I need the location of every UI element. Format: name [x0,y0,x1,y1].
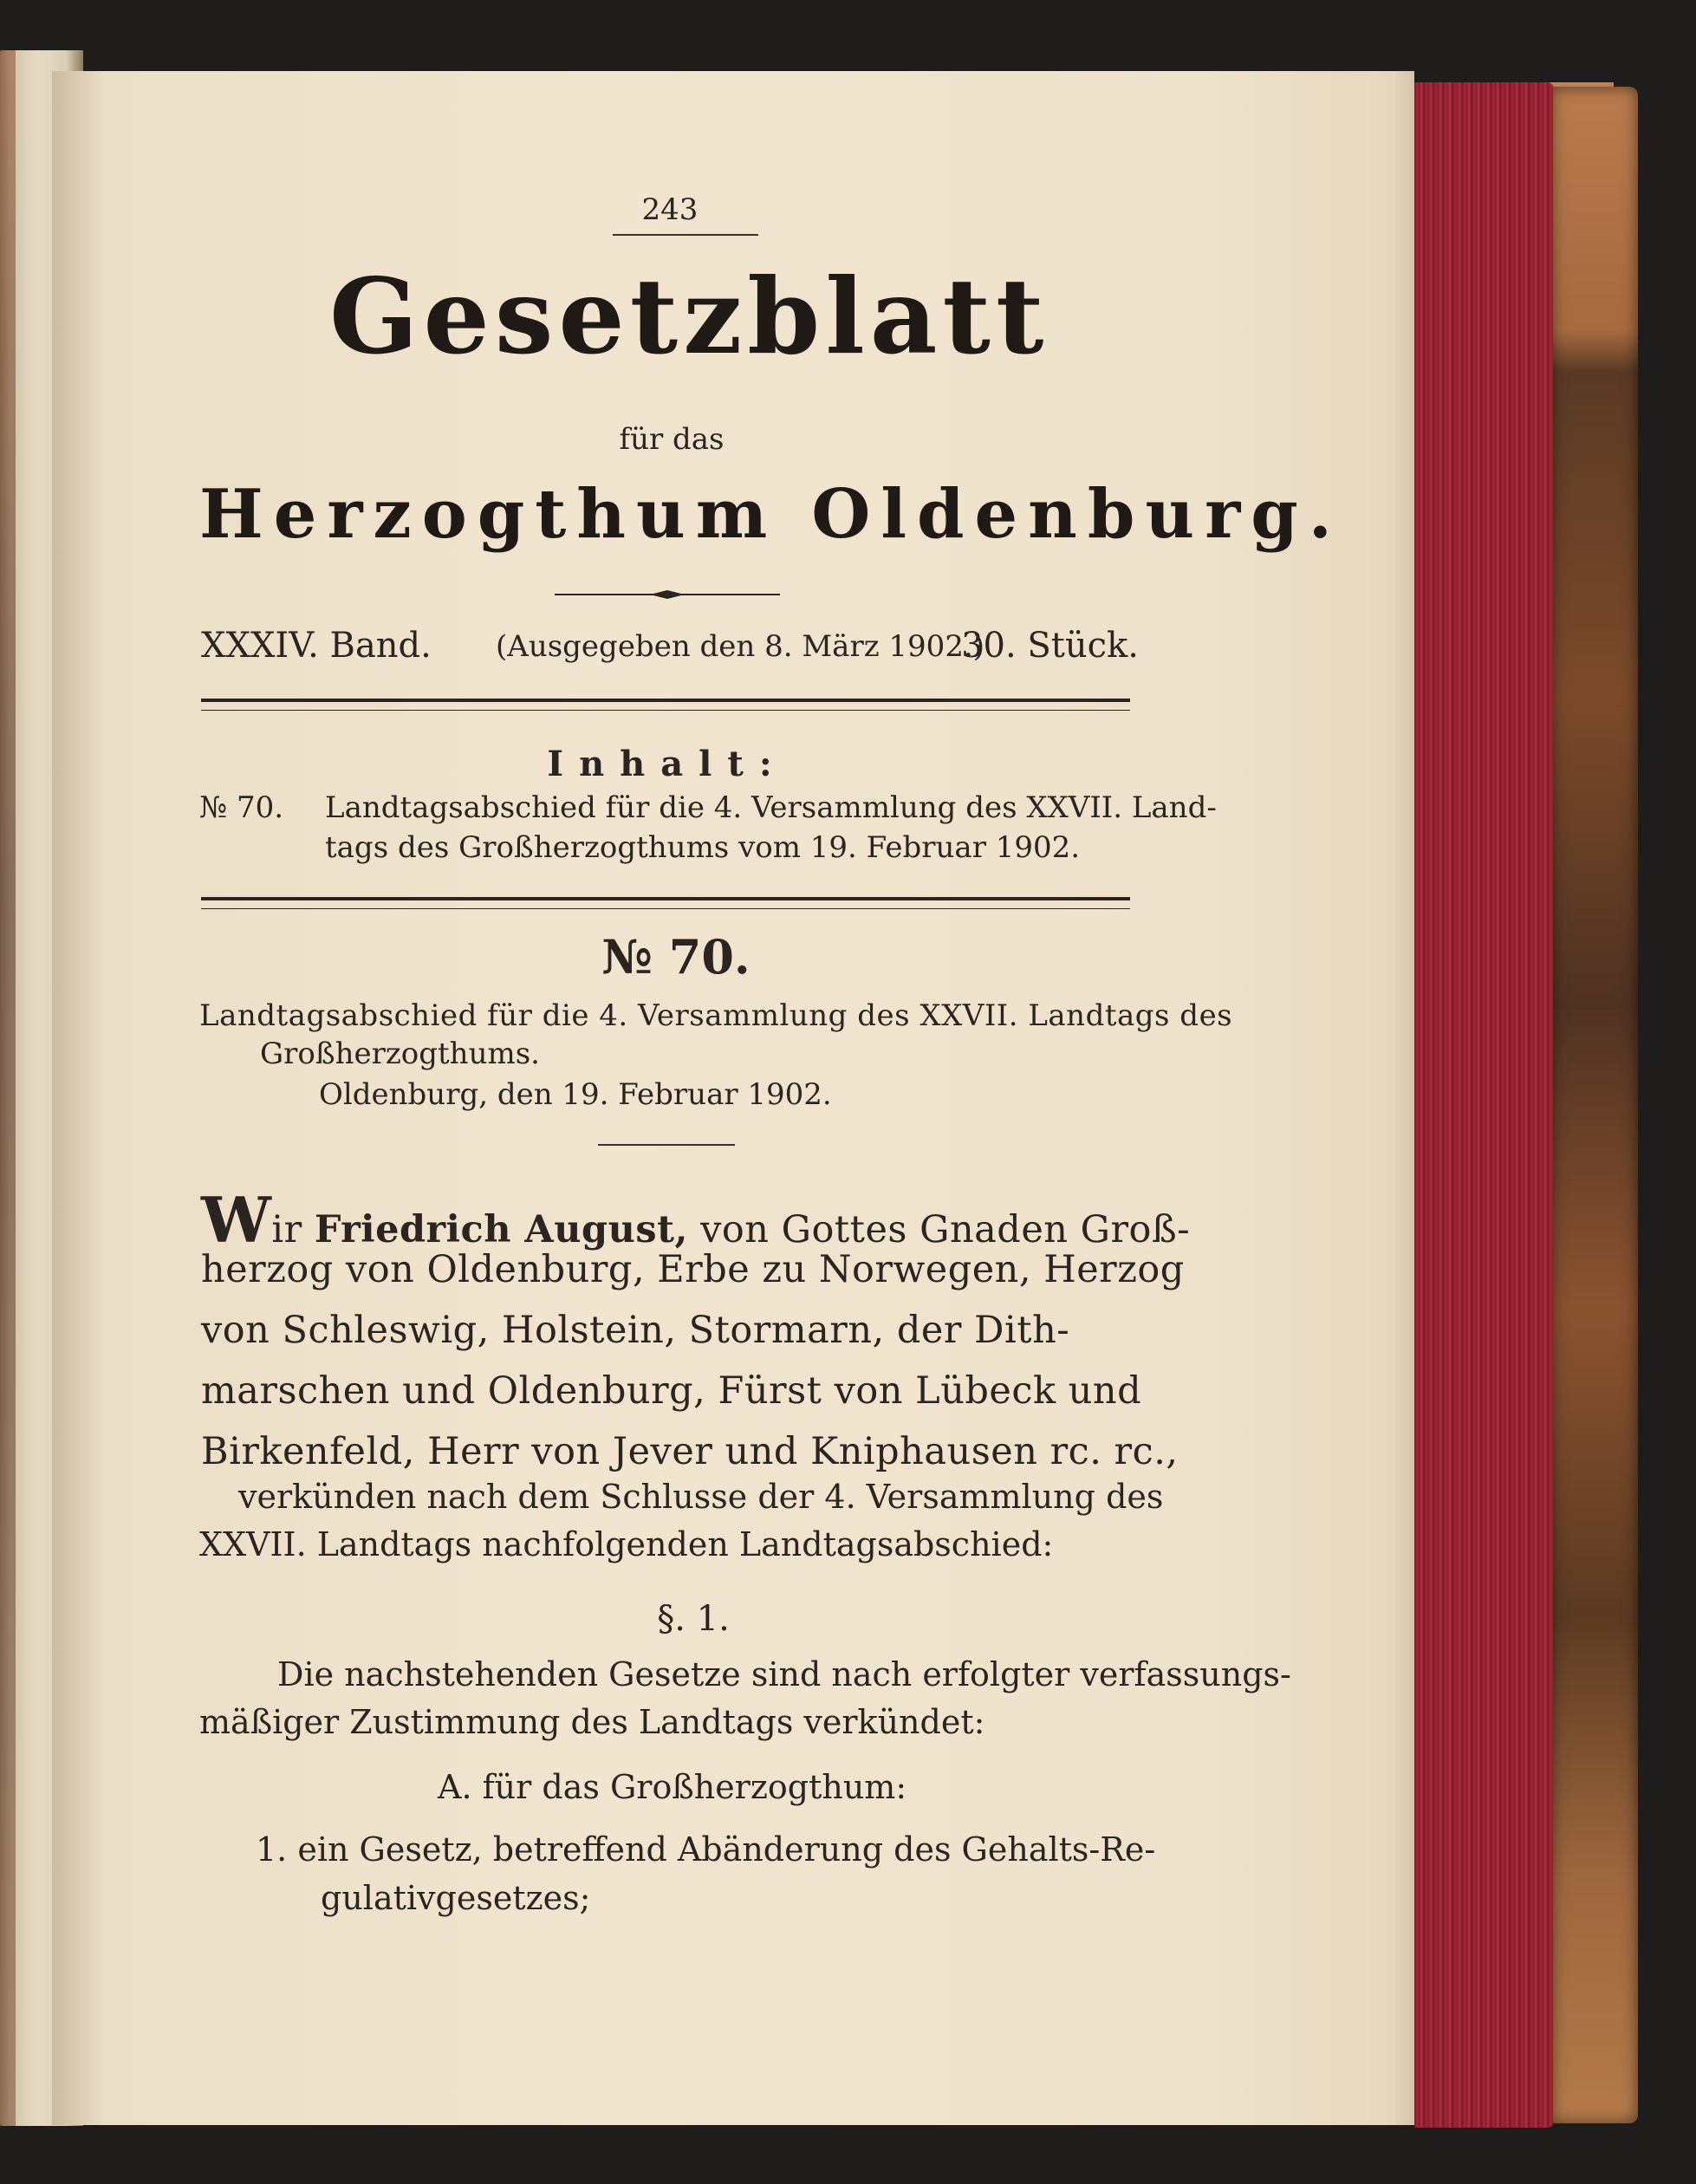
masthead-subtitle: für das [619,422,725,457]
preamble-line3: von Schleswig, Holstein, Stormarn, der Dith- [201,1309,1070,1352]
paragraph1-line2: XXVII. Landtags nachfolgenden Landtagsabschied: [199,1525,1054,1563]
left-binding-edge [0,50,16,2126]
double-rule-top [201,699,1130,711]
masthead-territory: Herzogthum Oldenburg. [199,475,1342,554]
preamble-line1-rest: von Gottes Gnaden Groß- [700,1208,1191,1251]
page-number-rule [613,234,758,236]
contents-entry-number: № 70. [199,790,284,825]
preamble-line2: herzog von Oldenburg, Erbe zu Norwegen, Herzog [201,1248,1185,1291]
contents-entry-line1: Landtagsabschied für die 4. Versammlung des XXVII. Land- [325,790,1217,825]
act-number: № 70. [601,929,751,985]
ruler-name: Friedrich August, [314,1208,688,1251]
section-heading: §. 1. [657,1599,730,1639]
book-cover-marbled [1551,87,1638,2123]
contents-entry-line2: tags des Großherzogthums vom 19. Februar 1902. [325,830,1081,865]
act-title-line2: Großherzogthums. [260,1037,540,1071]
masthead-title: Gesetzblatt [329,256,1049,378]
volume-label: XXXIV. Band. [201,626,432,666]
list-item1-line2: gulativgesetzes; [321,1879,591,1917]
red-page-edges [1414,82,1553,2128]
ornament-rule [555,589,780,600]
list-item1-line1: 1. ein Gesetz, betreffend Abänderung des Gehalts-Re- [256,1830,1156,1869]
issue-info-row [201,626,1139,669]
paragraph1-line1: verkünden nach dem Schlusse der 4. Versammlung des [238,1478,1164,1516]
page-number: 243 [641,192,699,227]
page-right-margin [1395,71,1414,2125]
preamble-line5: Birkenfeld, Herr von Jever und Kniphausen rc. rc., [201,1430,1179,1473]
subheading: A. für das Großherzogthum: [438,1768,907,1806]
preamble-line4: marschen und Oldenburg, Fürst von Lübeck und [201,1369,1142,1413]
drop-initial: W [201,1183,272,1257]
act-title-line1: Landtagsabschied für die 4. Versammlung des XXVII. Landtags des [199,998,1233,1033]
contents-heading: Inhalt: [547,744,788,784]
paragraph2-line1: Die nachstehenden Gesetze sind nach erfolgter verfassungs- [277,1655,1291,1693]
paragraph2-line2: mäßiger Zustimmung des Landtags verkündet: [199,1703,985,1741]
section-divider [598,1144,735,1146]
piece-number: 30. Stück. [961,626,1139,666]
act-place-date: Oldenburg, den 19. Februar 1902. [319,1077,832,1112]
first-word-rest: ir [271,1208,302,1251]
issue-date: (Ausgegeben den 8. März 1902.) [496,629,985,664]
double-rule-bottom [201,897,1130,909]
preamble-line1 [201,1183,1190,1257]
